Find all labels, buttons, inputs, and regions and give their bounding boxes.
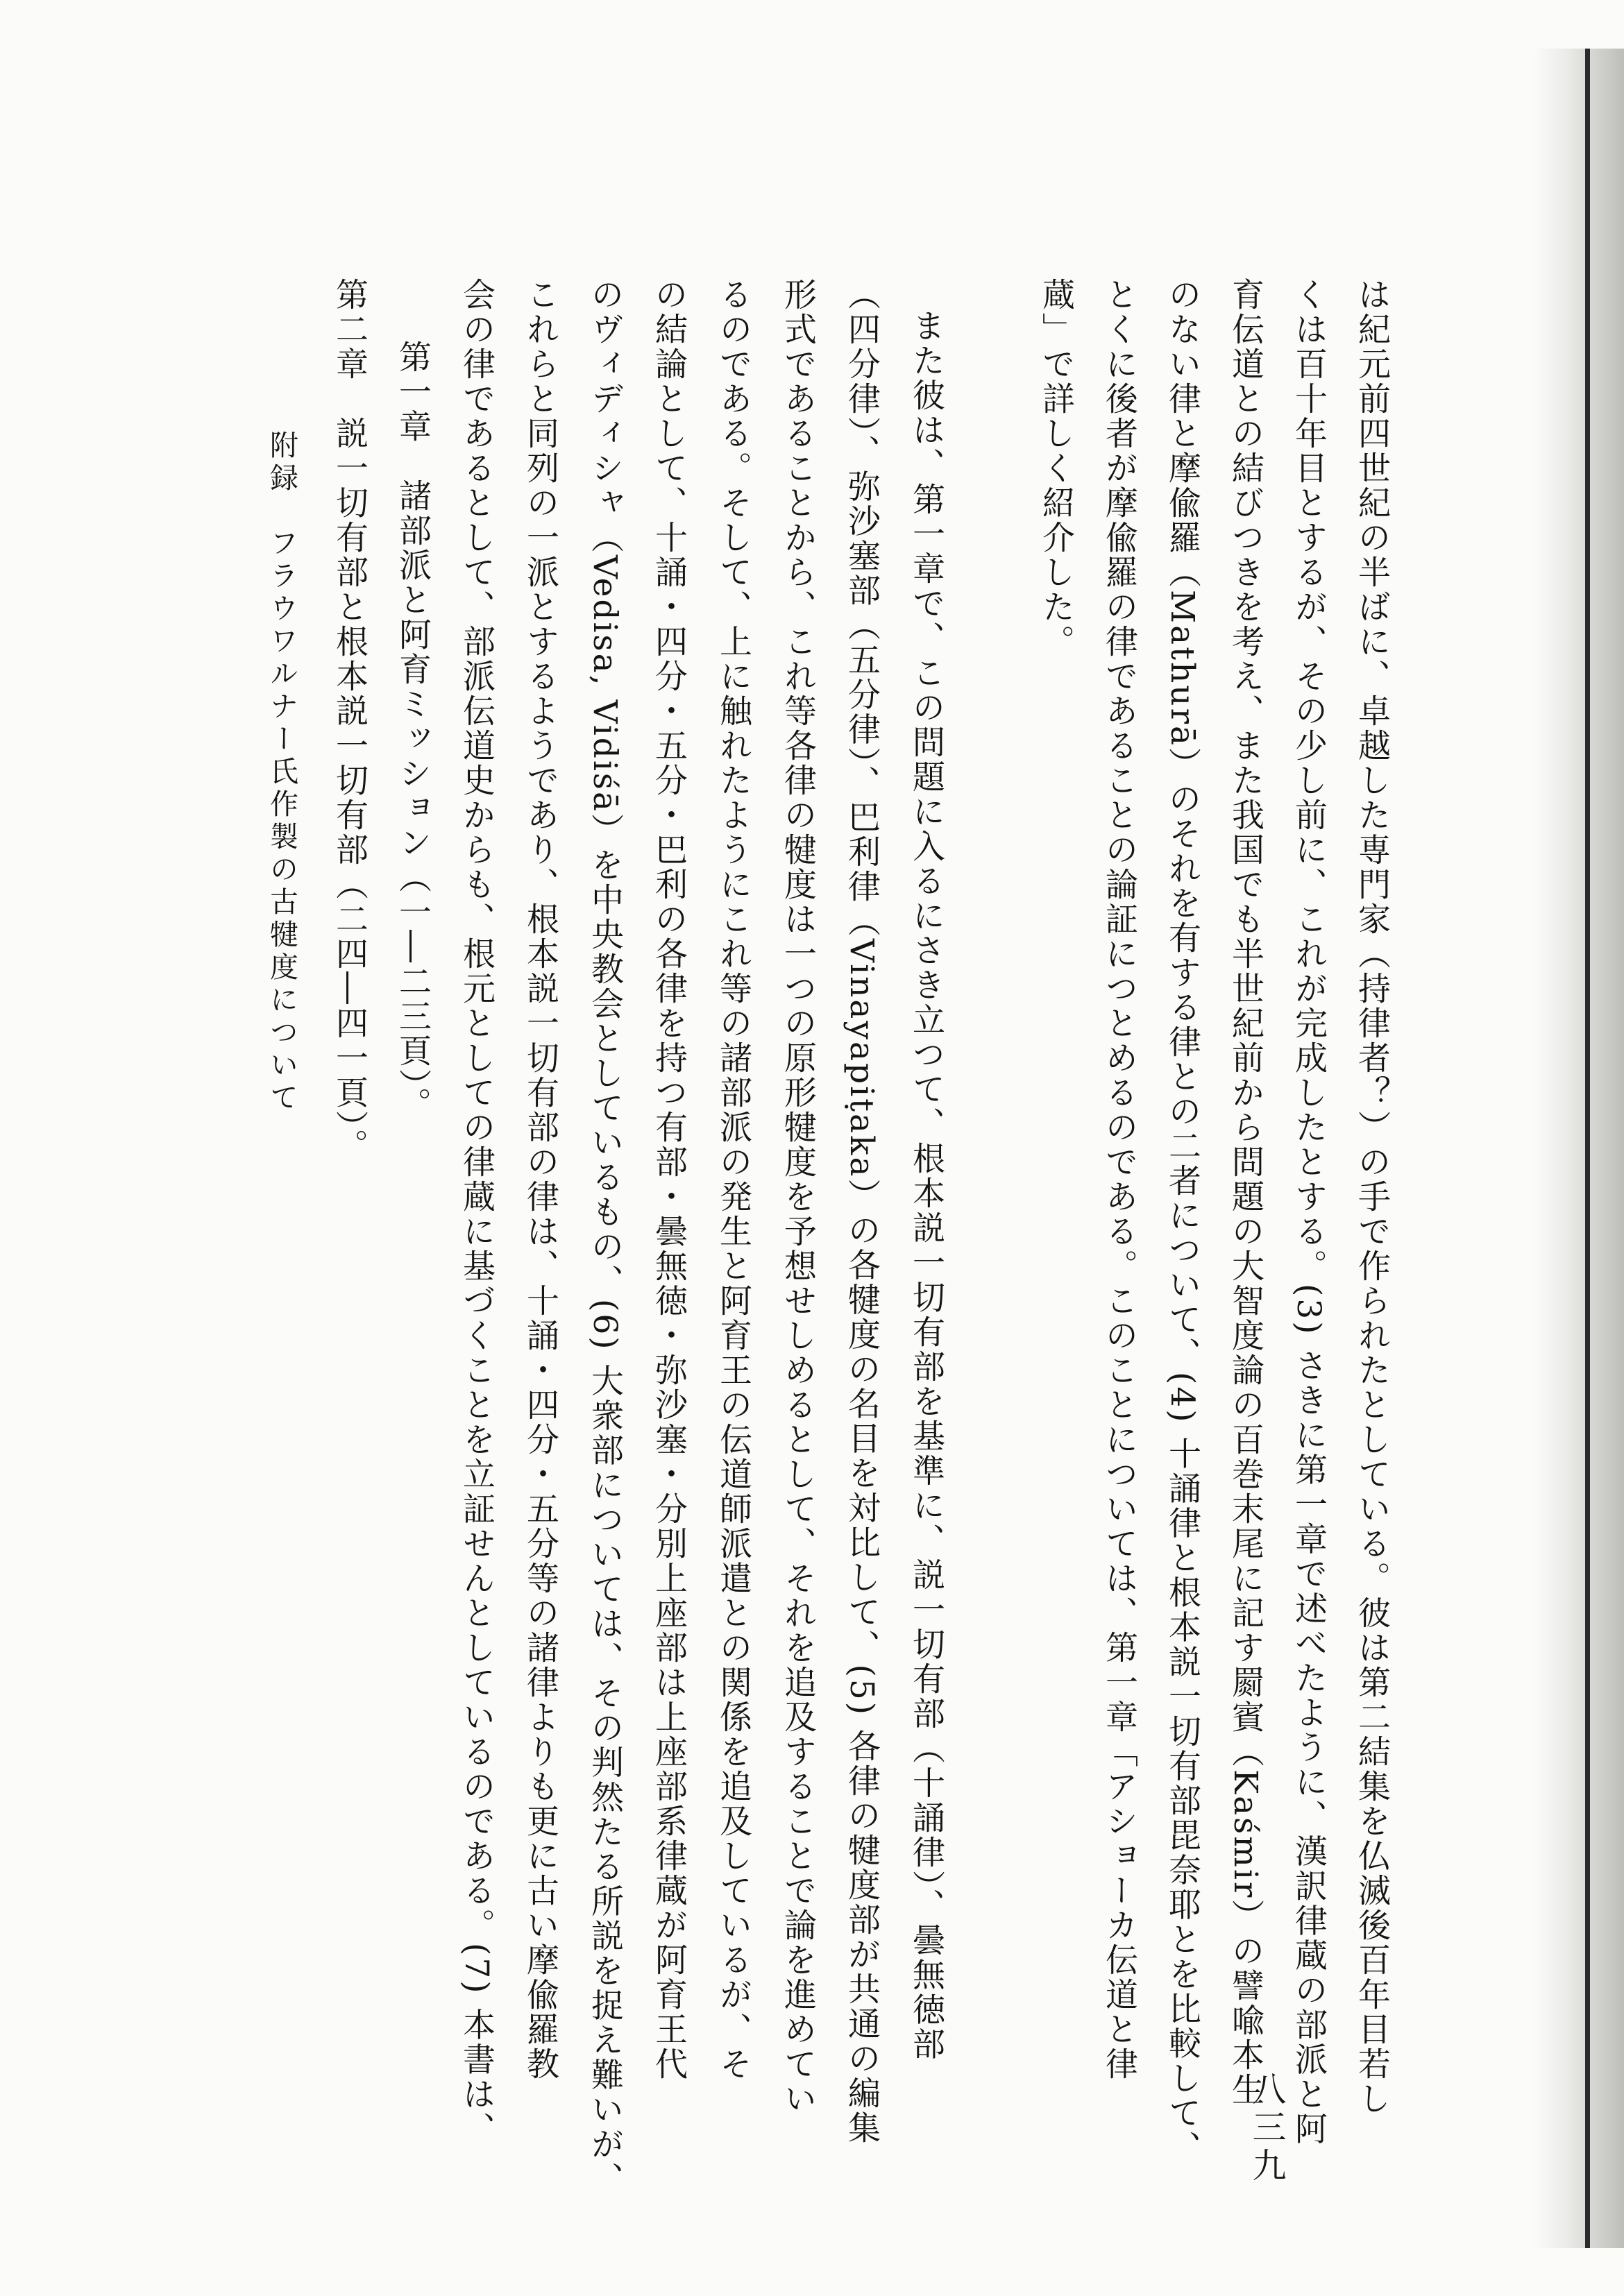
body-line: は紀元前四世紀の半ばに、卓越した専門家（持律者？）の手で作られたとしている。彼は第二結集を仏滅後百年目若し xyxy=(1353,278,1391,2116)
body-line: 形式であることから、これ等各律の犍度は一つの原形犍度を予想せしめるとして、それを追及することで論を進めてい xyxy=(779,278,817,2116)
running-head: 附録 フラウワルナー氏作製の古犍度について xyxy=(265,430,298,1115)
body-line: るのである。そして、上に触れたようにこれ等の諸部派の発生と阿育王の伝道師派遣との関係を追及しているが、そ xyxy=(714,278,752,2082)
page-edge-shadow xyxy=(1534,49,1624,2248)
body-line: くは百十年目とするが、その少し前に、これが完成したとする。(3) さきに第一章で述べたように、漢訳律蔵の部派と阿 xyxy=(1289,278,1328,2147)
body-line: のヴィディシャ（Vedisa, Vidiśā）を中央教会としているもの、(6) 大衆部については、その判然たる所説を捉え難いが、 xyxy=(586,278,624,2197)
body-line: のない律と摩偸羅（Mathurā）のそれを有する律との二者について、(4) 十誦律と根本説一切有部毘奈耶とを比較して、 xyxy=(1163,278,1201,2166)
toc-item: 第二章 説一切有部と根本説一切有部（二四―四一頁）。 xyxy=(330,278,369,1164)
body-line: の結論として、十誦・四分・五分・巴利の各律を持つ有部・曇無徳・弥沙塞・分別上座部は上座部系律蔵が阿育王代 xyxy=(650,278,688,2082)
body-line: 蔵」で詳しく紹介した。 xyxy=(1037,278,1075,659)
body-line: 育伝道との結びつきを考え、また我国でも半世紀前から問題の大智度論の百巻末尾に記す罽賓（Kaśmir）の譬喩本生 xyxy=(1226,278,1264,2108)
body-line: とくに後者が摩偸羅の律であることの論証につとめるのである。このことについては、第一章「アショーカ伝道と律 xyxy=(1100,278,1138,2082)
body-line: 会の律であるとして、部派伝道史からも、根元としての律蔵に基づくことを立証せんとしているのである。(7) 本書は、 xyxy=(457,278,496,2147)
page-number: 八三九 xyxy=(1247,2071,1287,2186)
page-border-line xyxy=(1585,49,1590,2248)
body-line: （四分律）、弥沙塞部（五分律）、巴利律（Vinayapiṭaka）の各犍度の名目を対比して、(5) 各律の犍度部が共通の編集 xyxy=(843,278,881,2146)
toc-item: 第一章 諸部派と阿育ミッション（一―二三頁）。 xyxy=(394,340,432,1122)
body-line: これらと同列の一派とするようであり、根本説一切有部の律は、十誦・四分・五分等の諸律よりも更に古い摩偸羅教 xyxy=(521,278,559,2082)
body-line: また彼は、第一章で、この問題に入るにさき立つて、根本説一切有部を基準に、説一切有部（十誦律）、曇無徳部 xyxy=(907,309,945,2062)
